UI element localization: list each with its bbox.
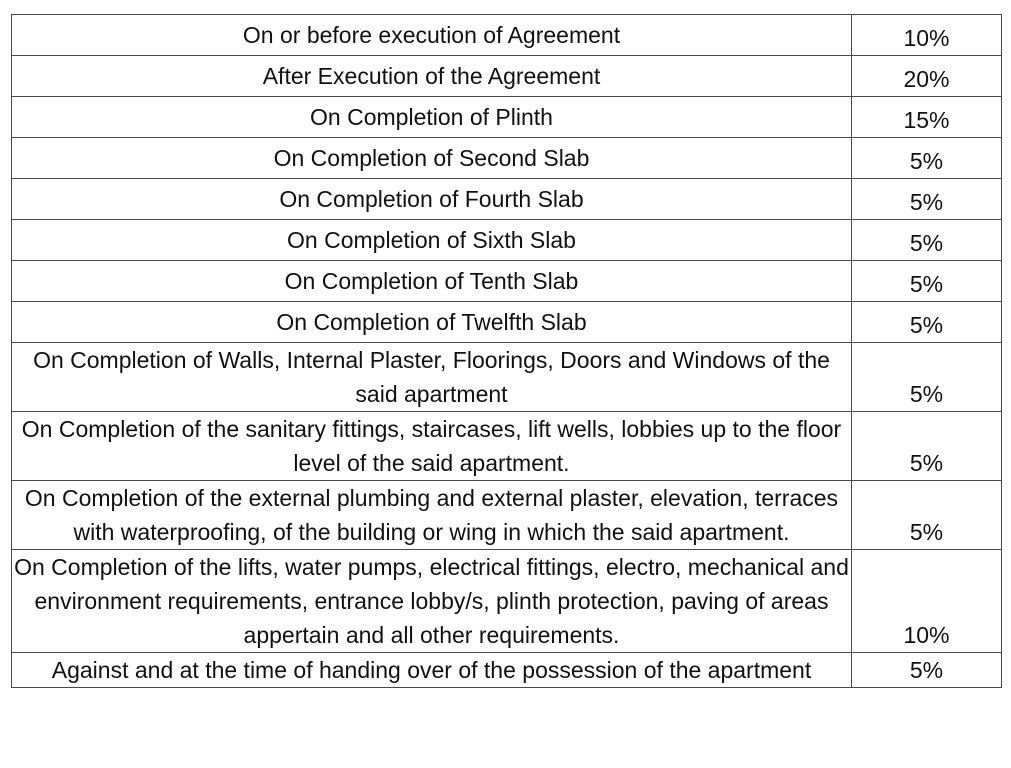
- payment-schedule-table: [11, 14, 1002, 688]
- table-row: [12, 261, 1002, 302]
- milestone-percent: 5%: [852, 481, 1002, 550]
- milestone-description: On Completion of the lifts, water pumps, electrical fittings, electro, mechanical and environment requirements, entrance lobby/s, plinth protection, paving of areas appertain and all other requirements.: [12, 550, 852, 653]
- milestone-percent: 10%: [852, 550, 1002, 653]
- milestone-description: On Completion of Second Slab: [12, 138, 852, 179]
- milestone-percent: 5%: [852, 261, 1002, 302]
- milestone-percent: 15%: [852, 97, 1002, 138]
- table-row: [12, 138, 1002, 179]
- milestone-description: On Completion of Sixth Slab: [12, 220, 852, 261]
- milestone-percent: 5%: [852, 653, 1002, 688]
- milestone-percent: 5%: [852, 343, 1002, 412]
- milestone-description: On Completion of Walls, Internal Plaster, Floorings, Doors and Windows of the said apartment: [12, 343, 852, 412]
- milestone-description: On or before execution of Agreement: [12, 15, 852, 56]
- payment-schedule: [11, 14, 999, 688]
- milestone-percent: 5%: [852, 220, 1002, 261]
- table-row: [12, 97, 1002, 138]
- milestone-percent: 5%: [852, 302, 1002, 343]
- table-row: [12, 412, 1002, 481]
- table-row: [12, 343, 1002, 412]
- table-row: [12, 15, 1002, 56]
- milestone-description: On Completion of Plinth: [12, 97, 852, 138]
- milestone-percent: 10%: [852, 15, 1002, 56]
- table-row: [12, 302, 1002, 343]
- milestone-description: Against and at the time of handing over of the possession of the apartment: [12, 653, 852, 688]
- table-row: [12, 56, 1002, 97]
- milestone-description: On Completion of Fourth Slab: [12, 179, 852, 220]
- table-row: [12, 653, 1002, 688]
- table-row: [12, 220, 1002, 261]
- milestone-percent: 5%: [852, 179, 1002, 220]
- table-row: [12, 550, 1002, 653]
- milestone-percent: 20%: [852, 56, 1002, 97]
- milestone-description: On Completion of Tenth Slab: [12, 261, 852, 302]
- milestone-description: On Completion of the external plumbing and external plaster, elevation, terraces with waterproofing, of the building or wing in which the said apartment.: [12, 481, 852, 550]
- table-row: [12, 481, 1002, 550]
- milestone-percent: 5%: [852, 412, 1002, 481]
- milestone-description: On Completion of the sanitary fittings, staircases, lift wells, lobbies up to the floor level of the said apartment.: [12, 412, 852, 481]
- milestone-description: After Execution of the Agreement: [12, 56, 852, 97]
- table-row: [12, 179, 1002, 220]
- milestone-description: On Completion of Twelfth Slab: [12, 302, 852, 343]
- milestone-percent: 5%: [852, 138, 1002, 179]
